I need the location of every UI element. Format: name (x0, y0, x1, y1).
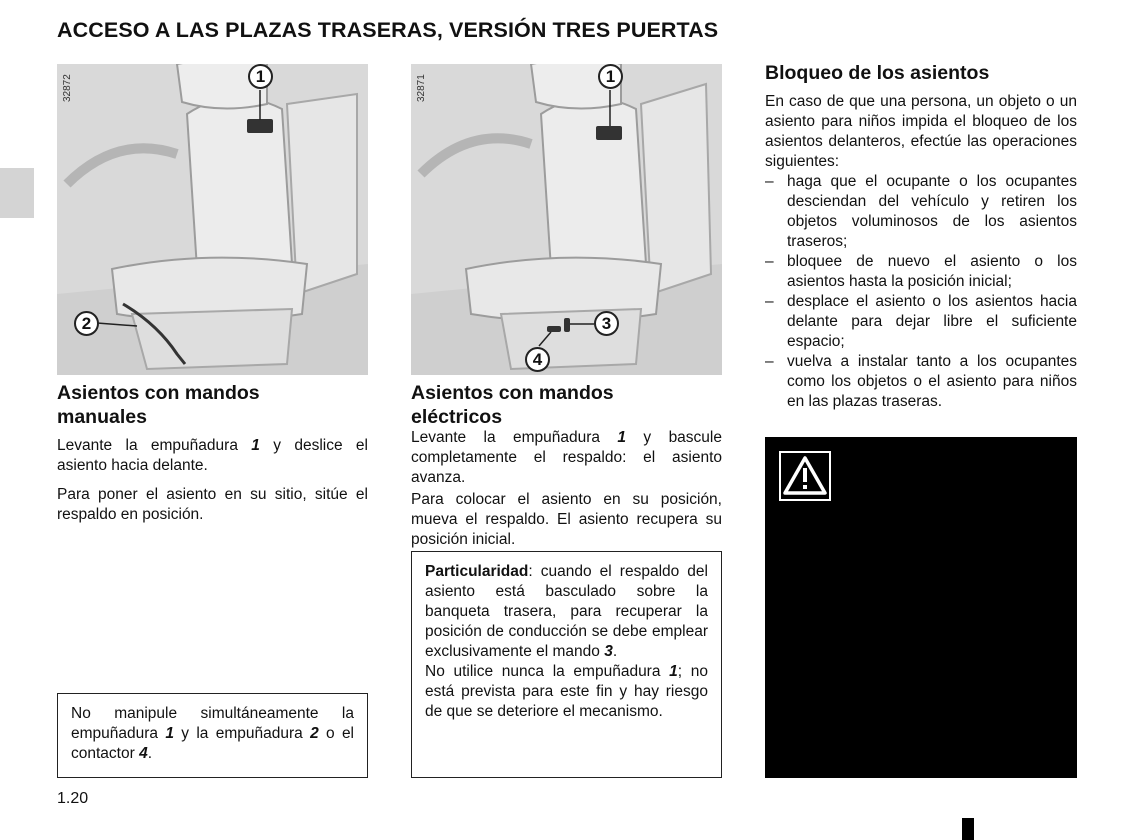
particularity-text-a: : cuando el respaldo del asiento está basculado sobre la banqueta trasera, para recuperar la posición de conducción se debe emplear exclusivamente el mando (425, 563, 708, 660)
figure-manual-seat (57, 64, 368, 375)
side-tab-marker (0, 168, 34, 218)
manual-paragraph-2: Para poner el asiento en su sitio, sitúe el respaldo en posición. (57, 486, 368, 523)
note-text-c: o el contactor (71, 725, 355, 762)
note-ref-2: 2 (310, 725, 319, 742)
manual-note-text (71, 704, 354, 764)
particularity-text-2 (425, 662, 708, 722)
manual-p1-text: Levante la empuñadura (57, 437, 252, 454)
manual-seat-illustration (57, 64, 368, 375)
electric-seats-body (411, 428, 722, 559)
warning-panel (765, 437, 1077, 778)
locking-step: – haga que el ocupante o los ocupantes desciendan del vehículo y retiren los objetos voluminosos de los asientos traseros; (765, 172, 1077, 252)
particularity-text-d: ; no está prevista para este fin y hay riesgo de que se deteriore el mecanismo. (425, 663, 709, 720)
manual-p1-text-end: y deslice el asiento hacia delante. (57, 437, 368, 474)
figure-id-left: 32872 (62, 74, 73, 102)
warning-triangle-icon (779, 451, 831, 501)
callout-4-middle: 4 (525, 347, 550, 372)
locking-intro: En caso de que una persona, un objeto o un asiento para niños impida el bloqueo de los asientos delanteros, efectúe las operaciones siguientes: (765, 93, 1077, 170)
particularity-label: Particularidad (425, 563, 529, 580)
locking-step: – bloquee de nuevo el asiento o los asientos hasta la posición inicial; (765, 252, 1077, 292)
particularity-text-b: . (612, 643, 618, 660)
manual-p1-ref: 1 (251, 437, 260, 454)
electric-heading-line2: eléctricos (411, 406, 503, 428)
particularity-text-c: No utilice nunca la empuñadura (425, 663, 670, 680)
locking-heading: Bloqueo de los asientos (765, 62, 990, 84)
electric-p1-text: Levante la empuñadura (411, 429, 618, 446)
electric-paragraph-2: Para colocar el asiento en su posición, mueva el respaldo. El asiento recupera su posición inicial. (411, 491, 722, 548)
locking-body (765, 92, 1077, 412)
locking-steps-list (765, 172, 1077, 412)
particularity-box (411, 551, 722, 778)
locking-step: – vuelva a instalar tanto a los ocupantes como los objetos o el asiento para niños en las plazas traseras. (765, 352, 1077, 412)
electric-heading-line1: Asientos con mandos (411, 382, 614, 404)
electric-p1-text-end: y bascule completamente el respaldo: el asiento avanza. (411, 429, 722, 486)
manual-heading-line1: Asientos con mandos (57, 382, 260, 404)
particularity-ref-3: 3 (604, 643, 613, 660)
particularity-ref-1: 1 (669, 663, 678, 680)
electric-seats-heading (411, 381, 722, 429)
manual-seats-heading (57, 381, 368, 429)
note-text-b: y la empuñadura (173, 725, 311, 742)
manual-seats-body (57, 436, 368, 534)
electric-p1-ref: 1 (617, 429, 627, 446)
page-edge-marker (962, 818, 974, 840)
warning-triangle-svg (781, 453, 829, 499)
figure-id-middle: 32871 (416, 74, 427, 102)
manual-note-box (57, 693, 368, 778)
callout-1-left: 1 (248, 64, 273, 89)
note-ref-1: 1 (165, 725, 174, 742)
page-number: 1.20 (57, 790, 89, 807)
figure-electric-seat (411, 64, 722, 375)
callout-3-middle: 3 (594, 311, 619, 336)
manual-heading-line2: manuales (57, 406, 147, 428)
note-text-d: . (147, 745, 152, 762)
callout-2-left: 2 (74, 311, 99, 336)
page-title: ACCESO A LAS PLAZAS TRASERAS, VERSIÓN TRES PUERTAS (57, 18, 719, 42)
locking-step: – desplace el asiento o los asientos hacia delante para dejar libre el suficiente espacio; (765, 292, 1077, 352)
note-ref-4: 4 (139, 745, 148, 762)
note-text-a: No manipule simultáneamente la empuñadura (71, 705, 354, 742)
callout-1-middle: 1 (598, 64, 623, 89)
manual-paragraph-1 (57, 436, 368, 476)
particularity-text (425, 562, 708, 662)
electric-seat-illustration (411, 64, 722, 375)
electric-paragraph-1 (411, 428, 722, 488)
